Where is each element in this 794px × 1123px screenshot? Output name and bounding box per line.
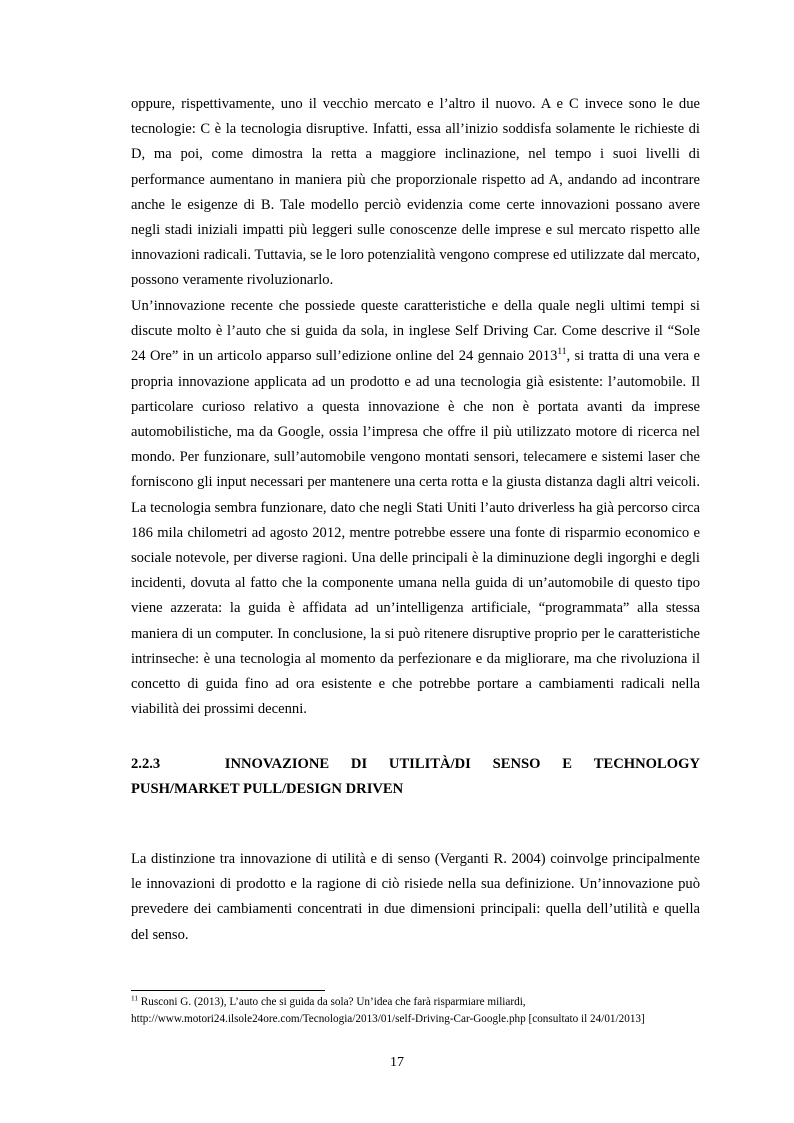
footnote-reference[interactable]: 11 xyxy=(557,347,567,358)
footnote xyxy=(131,994,700,1028)
paragraph-2-text-a: Un’innovazione recente che possiede queste caratteristiche e della quale negli ultimi tempi si discute molto è l’auto che si guida da sola, in inglese Self Driving Car. Come descrive il “Sole 24 Ore” in un articolo apparso sull’edizione online del 24 gennaio 2013 xyxy=(131,298,700,365)
paragraph-1: oppure, rispettivamente, uno il vecchio mercato e l’altro il nuovo. A e C invece sono le due tecnologie: C è la tecnologia disruptive. Infatti, essa all’inizio soddisfa solamente le richieste di D, ma poi, come dimostra la retta a maggiore inclinazione, nel tempo i suoi livelli di performance aumentano in maniera più che proporzionale rispetto ad A, andando ad incontrare anche le esigenze di B. Tale modello perciò evidenzia come certe innovazioni possano avere negli stadi iniziali impatti più leggeri sulle conoscenze delle imprese e sul mercato rispetto alle innovazioni radicali. Tuttavia, se le loro potenzialità vengono comprese ed utilizzate dal mercato, possono veramente rivoluzionarlo. xyxy=(131,96,700,289)
section-title-word: E xyxy=(562,756,572,772)
footnote-number: 11 xyxy=(131,994,138,1003)
paragraph-2-text-b: , si tratta di una vera e propria innovazione applicata ad un prodotto e ad una tecnologia già esistente: l’automobile. Il particolare curioso relativo a questa innovazione è che non è portata avanti da imprese automobilistiche, ma da Google, ossia l’impresa che offre il più utilizzato motore di ricerca nel mondo. Per funzionare, sull’automobile vengono montati sensori, telecamere e sistemi laser che forniscono gli input necessari per mantenere una certa rotta e la giusta distanza dagli altri veicoli. La tecnologia sembra funzionare, dato che negli Stati Uniti l’auto driverless ha già percorso circa 186 mila chilometri ad agosto 2012, mentre potrebbe essere una fonte di risparmio economico e sociale notevole, per diverse ragioni. Una delle principali è la diminuzione degli ingorghi e degli incidenti, dovuta al fatto che la componente umana nella guida di un’automobile di questo tipo viene azzerata: la guida è affidata ad un’intelligenza artificiale, “programmata” alla stessa maniera di un computer. In conclusione, la si può ritenere disruptive proprio per le caratteristiche intrinseche: è una tecnologia al momento da perfezionare e da migliorare, ma che rivoluziona il concetto di guida fino ad ora esistente e che potrebbe portare a cambiamenti radicali nella viabilità dei prossimi decenni. xyxy=(131,348,700,718)
footnote-citation: Rusconi G. (2013), L’auto che si guida da sola? Un’idea che farà risparmiare miliardi, xyxy=(138,996,526,1008)
section-title-word: UTILITÀ/DI xyxy=(388,756,471,772)
page-number: 17 xyxy=(390,1055,404,1070)
paragraph-3: La distinzione tra innovazione di utilità e di senso (Verganti R. 2004) coinvolge principalmente le innovazioni di prodotto e la ragione di ciò risiede nella sua definizione. Un’innovazione può prevedere dei cambiamenti concentrati in due dimensioni principali: quella dell’utilità e quella del senso. xyxy=(131,851,700,943)
footnote-url[interactable]: http://www.motori24.ilsole24ore.com/Tecnologia/2013/01/self-Driving-Car-Google.php [consultato il 24/01/2013] xyxy=(131,1013,645,1025)
paragraph-2 xyxy=(131,294,700,722)
section-heading-line-2: PUSH/MARKET PULL/DESIGN DRIVEN xyxy=(131,781,404,798)
section-number: 2.2.3 xyxy=(131,756,161,772)
section-title-word: INNOVAZIONE xyxy=(224,756,330,772)
footnote-separator xyxy=(131,990,325,991)
section-heading xyxy=(131,752,700,802)
section-heading-line-1 xyxy=(131,752,700,777)
section-title-word: TECHNOLOGY xyxy=(593,756,700,772)
section-title-word: DI xyxy=(350,756,368,772)
section-title-word: SENSO xyxy=(492,756,541,772)
